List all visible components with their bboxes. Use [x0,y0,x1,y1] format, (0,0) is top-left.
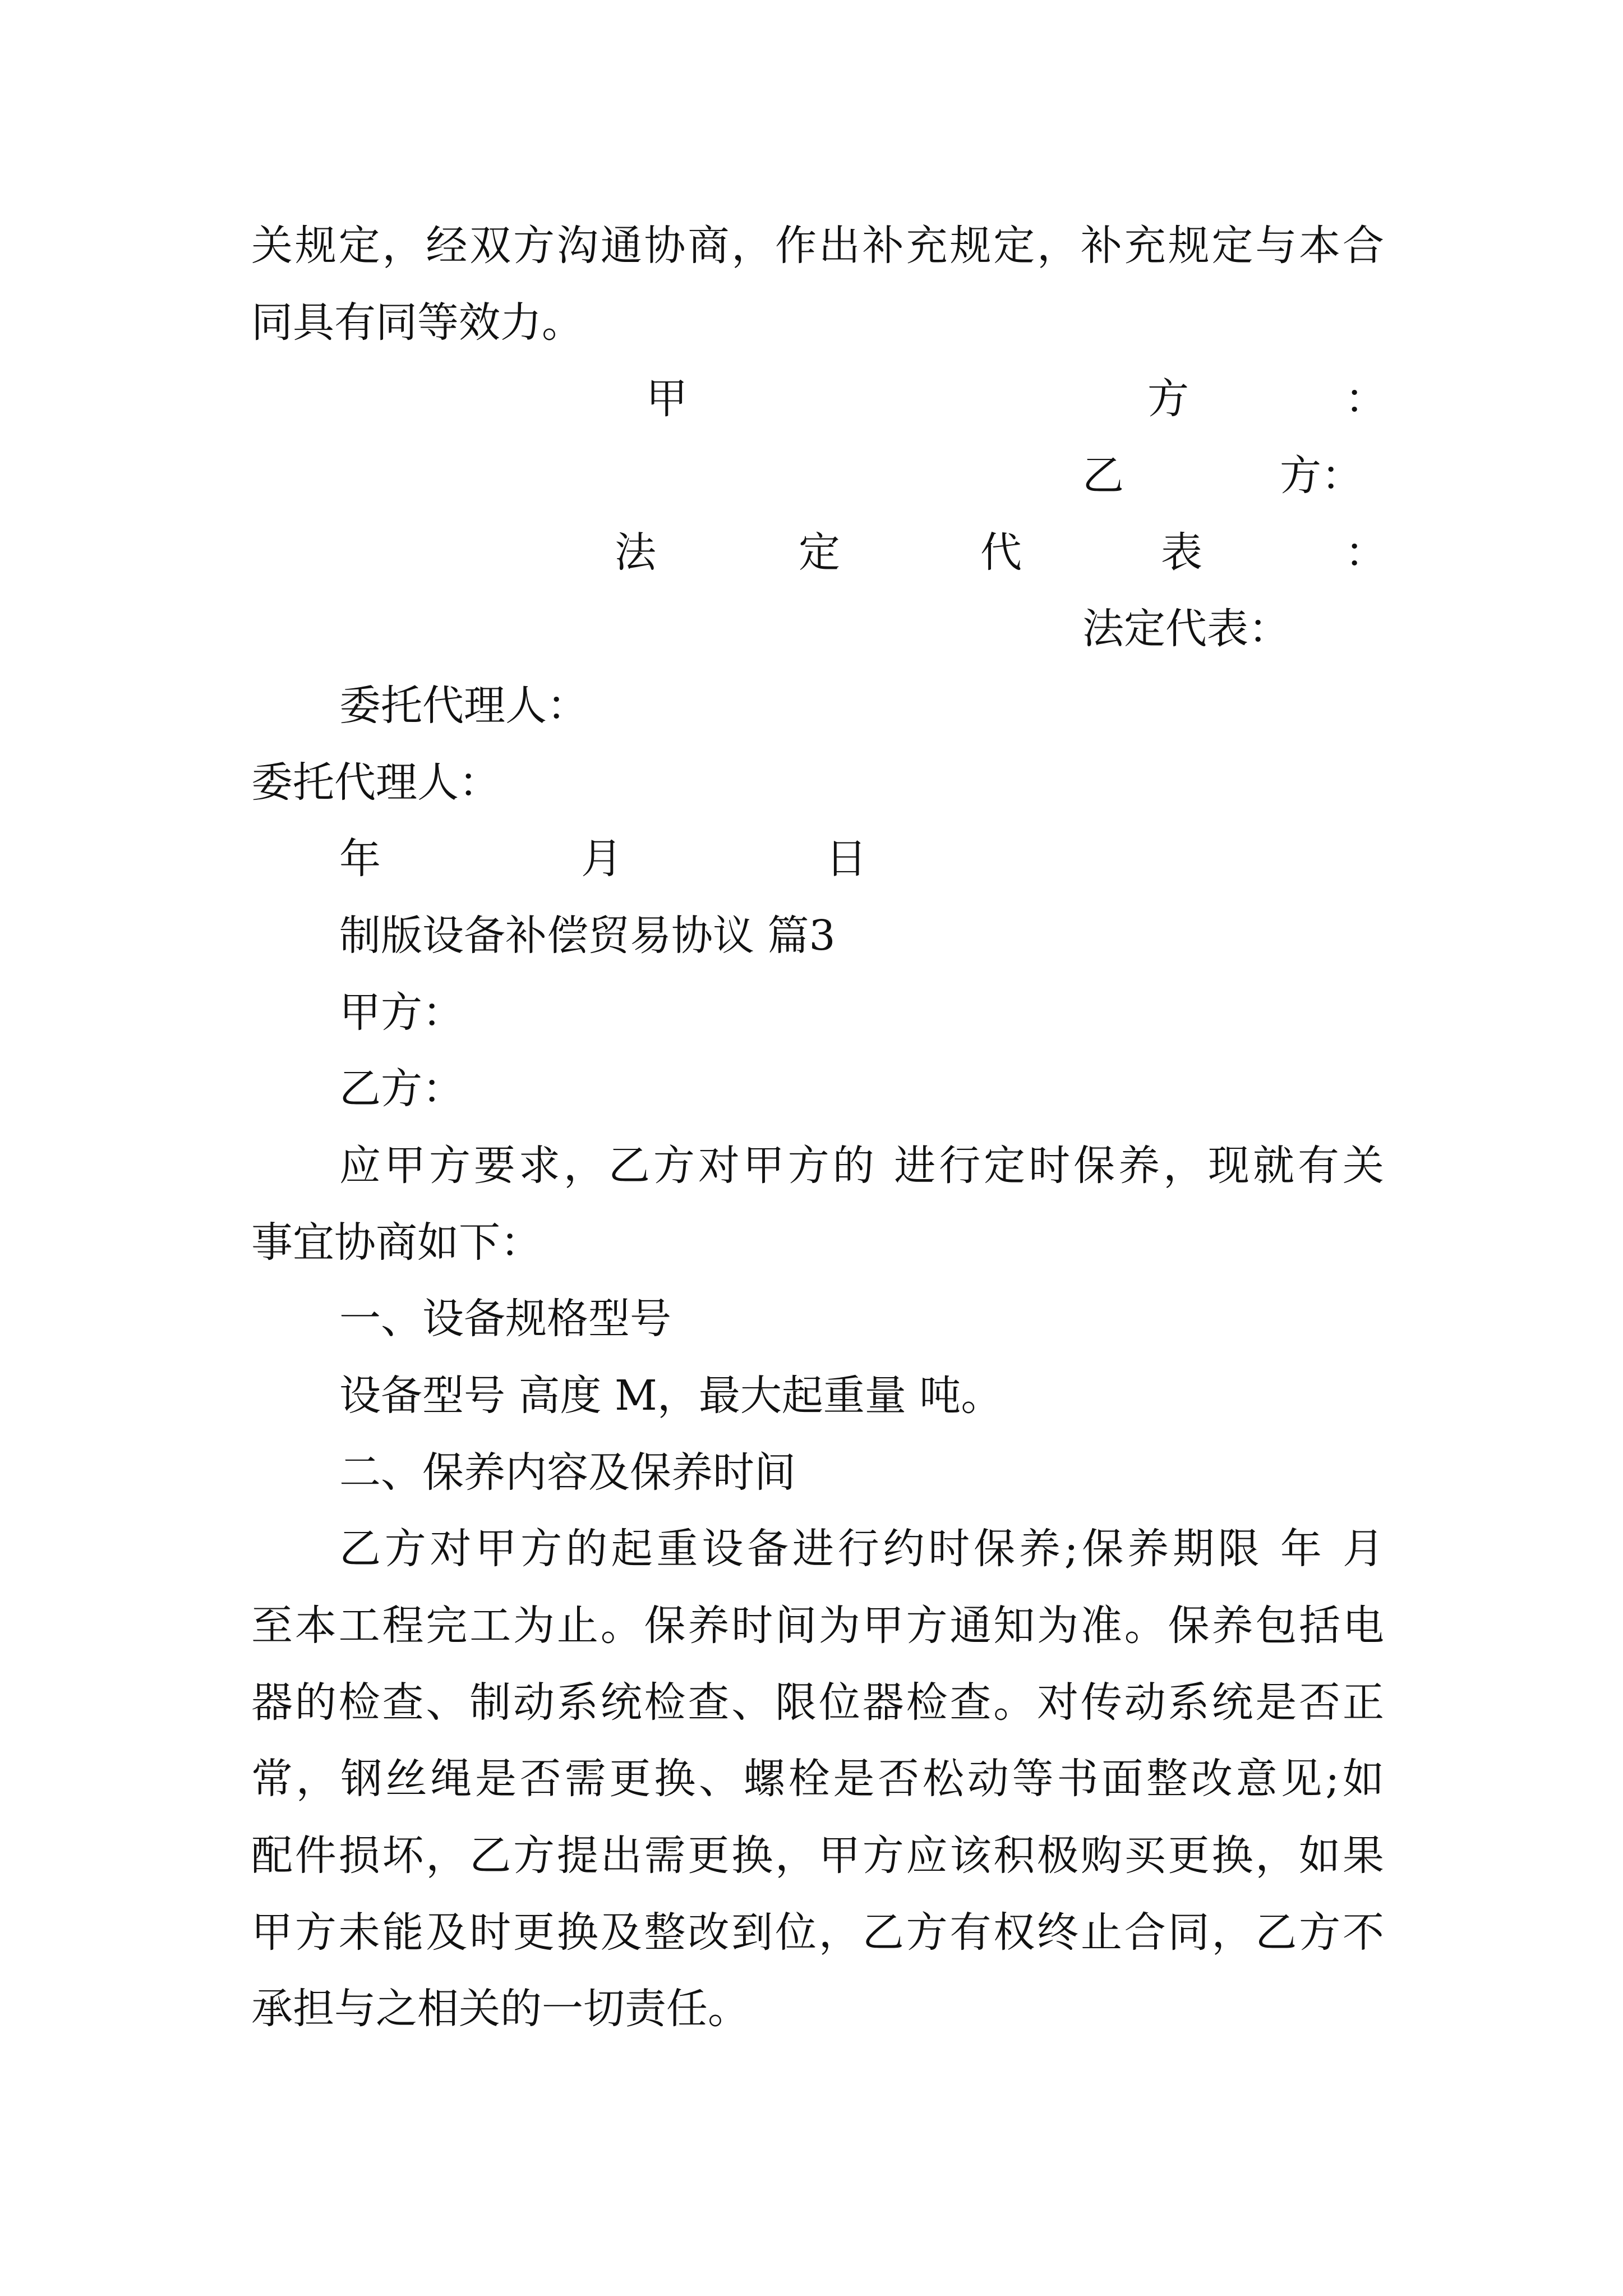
party-a-label-char: 甲 [646,375,688,423]
agent-a-label: 委托代理人： [339,682,588,730]
party-a-label-char: 方 [1147,375,1189,423]
paragraph-line: 甲方未能及时更换及整改到位，乙方有权终止合同，乙方不 [251,1908,1384,1957]
rep-a-label-char: ： [1345,528,1386,577]
paragraph-line: 至本工程完工为止。保养时间为甲方通知为准。保养包括电 [251,1602,1384,1650]
section-title: 制版设备补偿贸易协议 篇3 [339,912,836,960]
agent-b-label: 委托代理人： [251,758,500,807]
paragraph-line: 配件损坏，乙方提出需更换，甲方应该积极购买更换，如果 [251,1832,1384,1880]
paragraph-line: 乙方对甲方的起重设备进行约时保养;保养期限 年 月 [339,1525,1384,1573]
party-b-line: 乙方： [339,1065,464,1113]
party-a-label-char: ： [1345,375,1386,423]
heading-2: 二、保养内容及保养时间 [339,1448,796,1497]
spec-line: 设备型号 高度 M，最大起重量 吨。 [339,1372,1003,1420]
rep-b-label: 法定代表： [1082,605,1290,653]
party-b-label-char: 乙 [1082,452,1124,500]
party-a-line: 甲方： [339,988,464,1037]
date-day-label: 日 [826,835,867,883]
paragraph-line: 器的检查、制动系统检查、限位器检查。对传动系统是否正 [251,1678,1384,1727]
paragraph-line: 关规定，经双方沟通协商，作出补充规定，补充规定与本合 [251,222,1384,270]
date-year-label: 年 [339,835,381,883]
paragraph-line: 承担与之相关的一切责任。 [251,1985,749,2033]
paragraph-line: 同具有同等效力。 [251,298,583,347]
heading-1: 一、设备规格型号 [339,1295,671,1343]
date-month-label: 月 [581,835,623,883]
rep-a-label-char: 法 [615,528,656,577]
party-b-label-char: 方： [1280,452,1363,500]
rep-a-label-char: 定 [799,528,840,577]
paragraph-line: 应甲方要求，乙方对甲方的 进行定时保养，现就有关 [339,1142,1384,1190]
rep-a-label-char: 表 [1161,528,1202,577]
paragraph-line: 事宜协商如下： [251,1218,542,1267]
paragraph-line: 常，钢丝绳是否需更换、螺栓是否松动等书面整改意见;如 [251,1755,1384,1803]
rep-a-label-char: 代 [980,528,1022,577]
